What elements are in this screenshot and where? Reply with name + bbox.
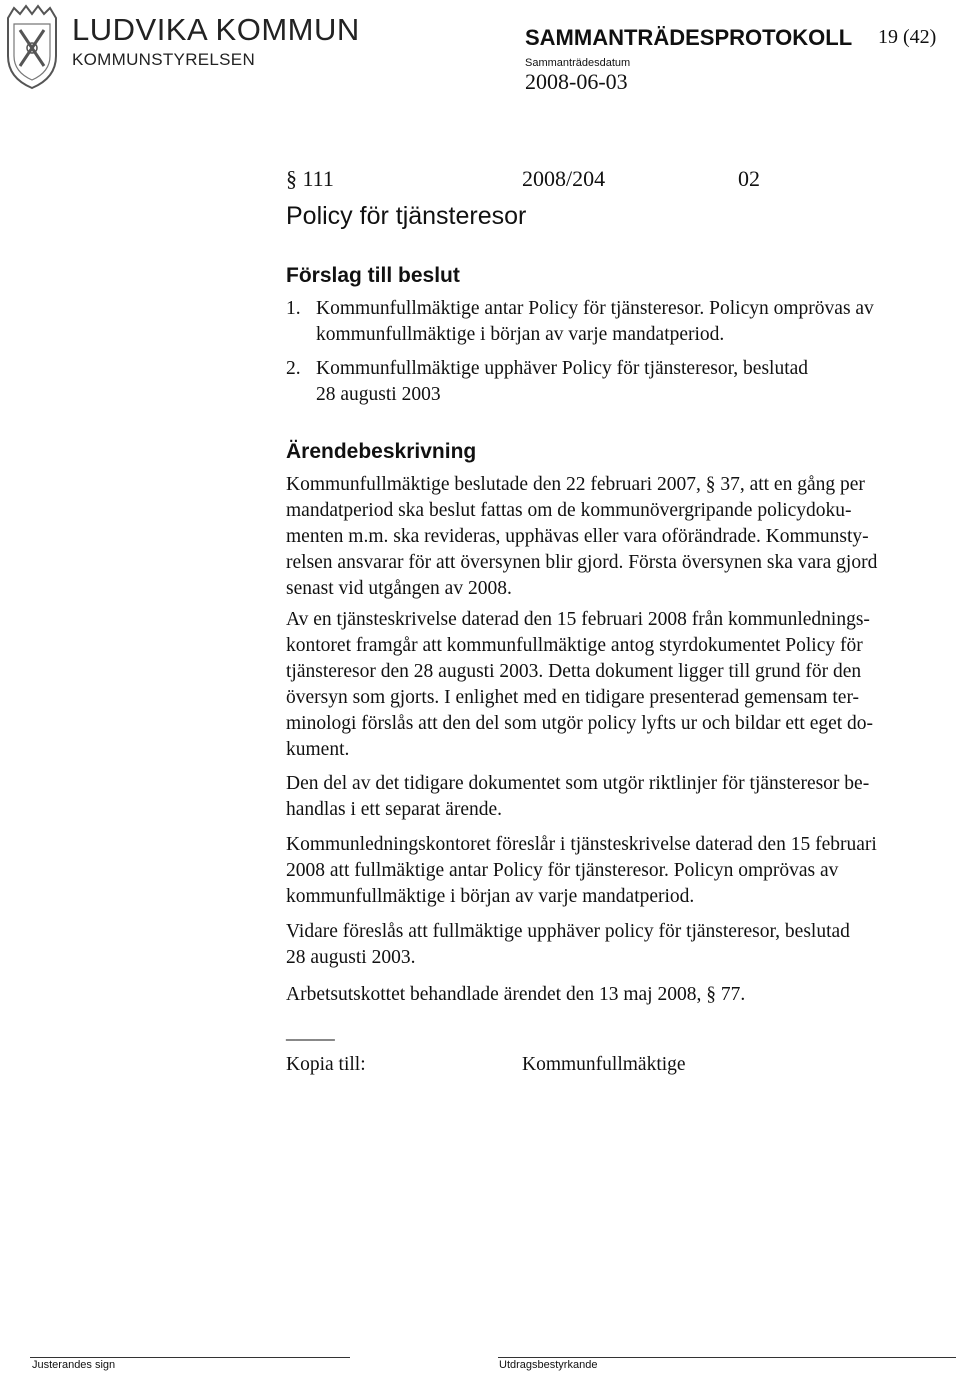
text-line: Av en tjänsteskrivelse daterad den 15 februari 2008 från kommunlednings- <box>286 609 870 630</box>
page-number: 19 (42) <box>878 26 937 48</box>
meeting-date-label: Sammanträdesdatum <box>525 57 631 69</box>
separator-rule: _____ <box>286 1022 335 1043</box>
organization-name: LUDVIKA KOMMUN <box>72 12 360 47</box>
description-paragraph <box>286 982 956 1008</box>
paragraph-number: § 111 <box>286 166 334 191</box>
case-number: 2008/204 <box>522 166 606 191</box>
description-paragraph <box>286 472 956 602</box>
meeting-date: 2008-06-03 <box>525 69 628 94</box>
footer-right-rule <box>498 1357 956 1358</box>
proposal-item-number: 1. <box>286 298 301 319</box>
proposal-item <box>286 296 956 348</box>
text-line: Kommunfullmäktige beslutade den 22 februari 2007, § 37, att en gång per <box>286 474 865 495</box>
description-paragraph <box>286 771 956 823</box>
text-line: kontoret framgår att kommunfullmäktige antog styrdokumentet Policy för <box>286 635 863 656</box>
description-paragraph <box>286 919 956 971</box>
text-line: 28 augusti 2003. <box>286 947 416 968</box>
text-line: kommunfullmäktige i början av varje mandatperiod. <box>316 324 725 345</box>
text-line: mandatperiod ska beslut fattas om de kommunövergripande policydoku- <box>286 500 852 521</box>
text-line: kument. <box>286 739 350 760</box>
footer-certification-label: Utdragsbestyrkande <box>499 1359 598 1371</box>
footer-signature-label: Justerandes sign <box>32 1359 116 1371</box>
description-heading: Ärendebeskrivning <box>286 440 477 463</box>
footer-left-rule <box>30 1357 350 1358</box>
description-paragraph <box>286 607 956 763</box>
text-line: Arbetsutskottet behandlade ärendet den 13 maj 2008, § 77. <box>286 984 746 1005</box>
text-line: menten m.m. ska revideras, upphävas eller vara oförändrade. Kommunsty- <box>286 526 869 547</box>
copy-label: Kopia till: <box>286 1054 366 1075</box>
text-line: 2008 att fullmäktige antar Policy för tjänsteresor. Policyn omprövas av <box>286 860 839 881</box>
section-title: Policy för tjänsteresor <box>286 202 527 230</box>
text-line: Kommunfullmäktige antar Policy för tjänsteresor. Policyn omprövas av <box>316 298 874 319</box>
proposal-item-number: 2. <box>286 358 301 379</box>
text-line: Kommunledningskontoret föreslår i tjänsteskrivelse daterad den 15 februari <box>286 834 877 855</box>
text-line: handlas i ett separat ärende. <box>286 799 503 820</box>
text-line: relsen ansvarar för att översynen blir gjord. Första översynen ska vara gjord <box>286 552 878 573</box>
text-line: senast vid utgången av 2008. <box>286 578 512 599</box>
text-line: Vidare föreslås att fullmäktige upphäver policy för tjänsteresor, beslutad <box>286 921 850 942</box>
coat-of-arms-logo <box>4 4 62 90</box>
text-line: minologi förslås att den del som utgör policy lyfts ur och bildar ett eget do- <box>286 713 874 734</box>
text-line: kommunfullmäktige i början av varje mandatperiod. <box>286 886 695 907</box>
text-line: tjänsteresor den 28 augusti 2003. Detta dokument ligger till grund för den <box>286 661 862 682</box>
text-line: Den del av det tidigare dokumentet som utgör riktlinjer för tjänsteresor be- <box>286 773 870 794</box>
text-line: Kommunfullmäktige upphäver Policy för tjänsteresor, beslutad <box>316 358 809 379</box>
description-paragraph <box>286 832 956 910</box>
department-name: KOMMUNSTYRELSEN <box>72 50 256 69</box>
text-line: 28 augusti 2003 <box>316 384 441 405</box>
proposal-item <box>286 356 956 408</box>
proposal-heading: Förslag till beslut <box>286 264 460 287</box>
copy-recipient: Kommunfullmäktige <box>522 1054 686 1075</box>
document-title: SAMMANTRÄDESPROTOKOLL <box>525 25 853 50</box>
case-code: 02 <box>738 166 760 191</box>
text-line: översyn som gjorts. I enlighet med en tidigare presenterad gemensam ter- <box>286 687 860 708</box>
